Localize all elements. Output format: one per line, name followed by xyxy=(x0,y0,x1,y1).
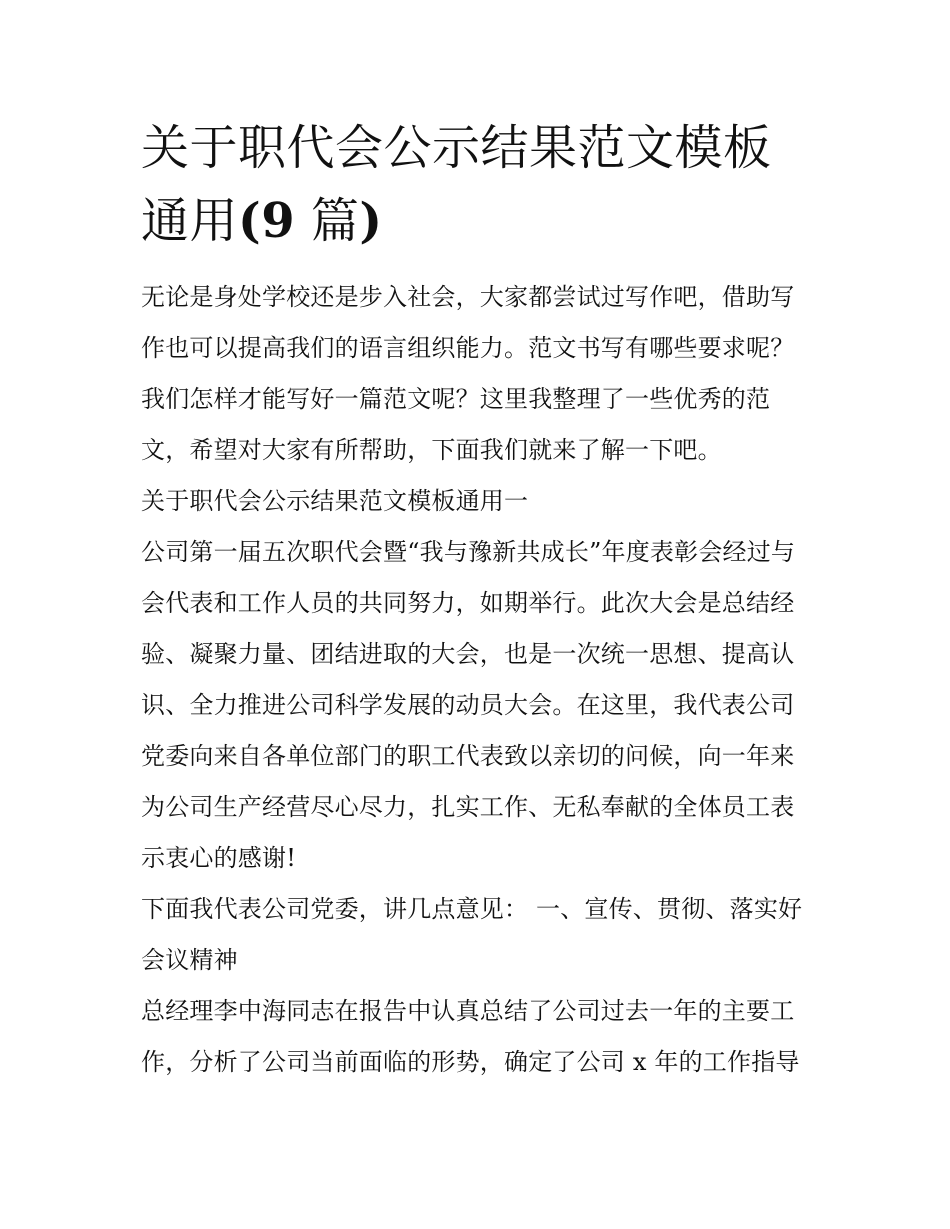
body-paragraph: 公司第一届五次职代会暨“我与豫新共成长”年度表彰会经过与会代表和工作人员的共同努力，如期举行。此次大会是总结经验、凝聚力量、团结进取的大会，也是一次统一思想、提高认识、全力推进公司科学发展的动员大会。在这里，我代表公司党委向来自各单位部门的职工代表致以亲切的问候，向一年来为公司生产经营尽心尽力，扎实工作、无私奉献的全体员工表示衷心的感谢! xyxy=(141,538,796,872)
section-heading: 关于职代会公示结果范文模板通用一 xyxy=(141,487,529,515)
title-line-2-bold: (9 xyxy=(238,193,296,249)
document-title xyxy=(141,112,816,258)
title-line-2-mid: 篇 xyxy=(295,193,360,249)
body-paragraph: 总经理李中海同志在报告中认真总结了公司过去一年的主要工作，分析了公司当前面临的形势，确定了公司 x 年的工作指导 xyxy=(141,997,800,1076)
body-paragraph: 下面我代表公司党委，讲几点意见： 一、宣传、贯彻、落实好会议精神 xyxy=(141,895,803,974)
intro-paragraph: 无论是身处学校还是步入社会，大家都尝试过写作吧，借助写作也可以提高我们的语言组织能力。范文书写有哪些要求呢？我们怎样才能写好一篇范文呢？这里我整理了一些优秀的范文，希望对大家有所帮助，下面我们就来了解一下吧。 xyxy=(141,283,795,464)
document-content xyxy=(141,112,816,1088)
title-line-2-end: ) xyxy=(359,193,383,249)
title-line-2-prefix: 通用 xyxy=(141,193,239,249)
title-line-1: 关于职代会公示结果范文模板 xyxy=(141,120,772,176)
